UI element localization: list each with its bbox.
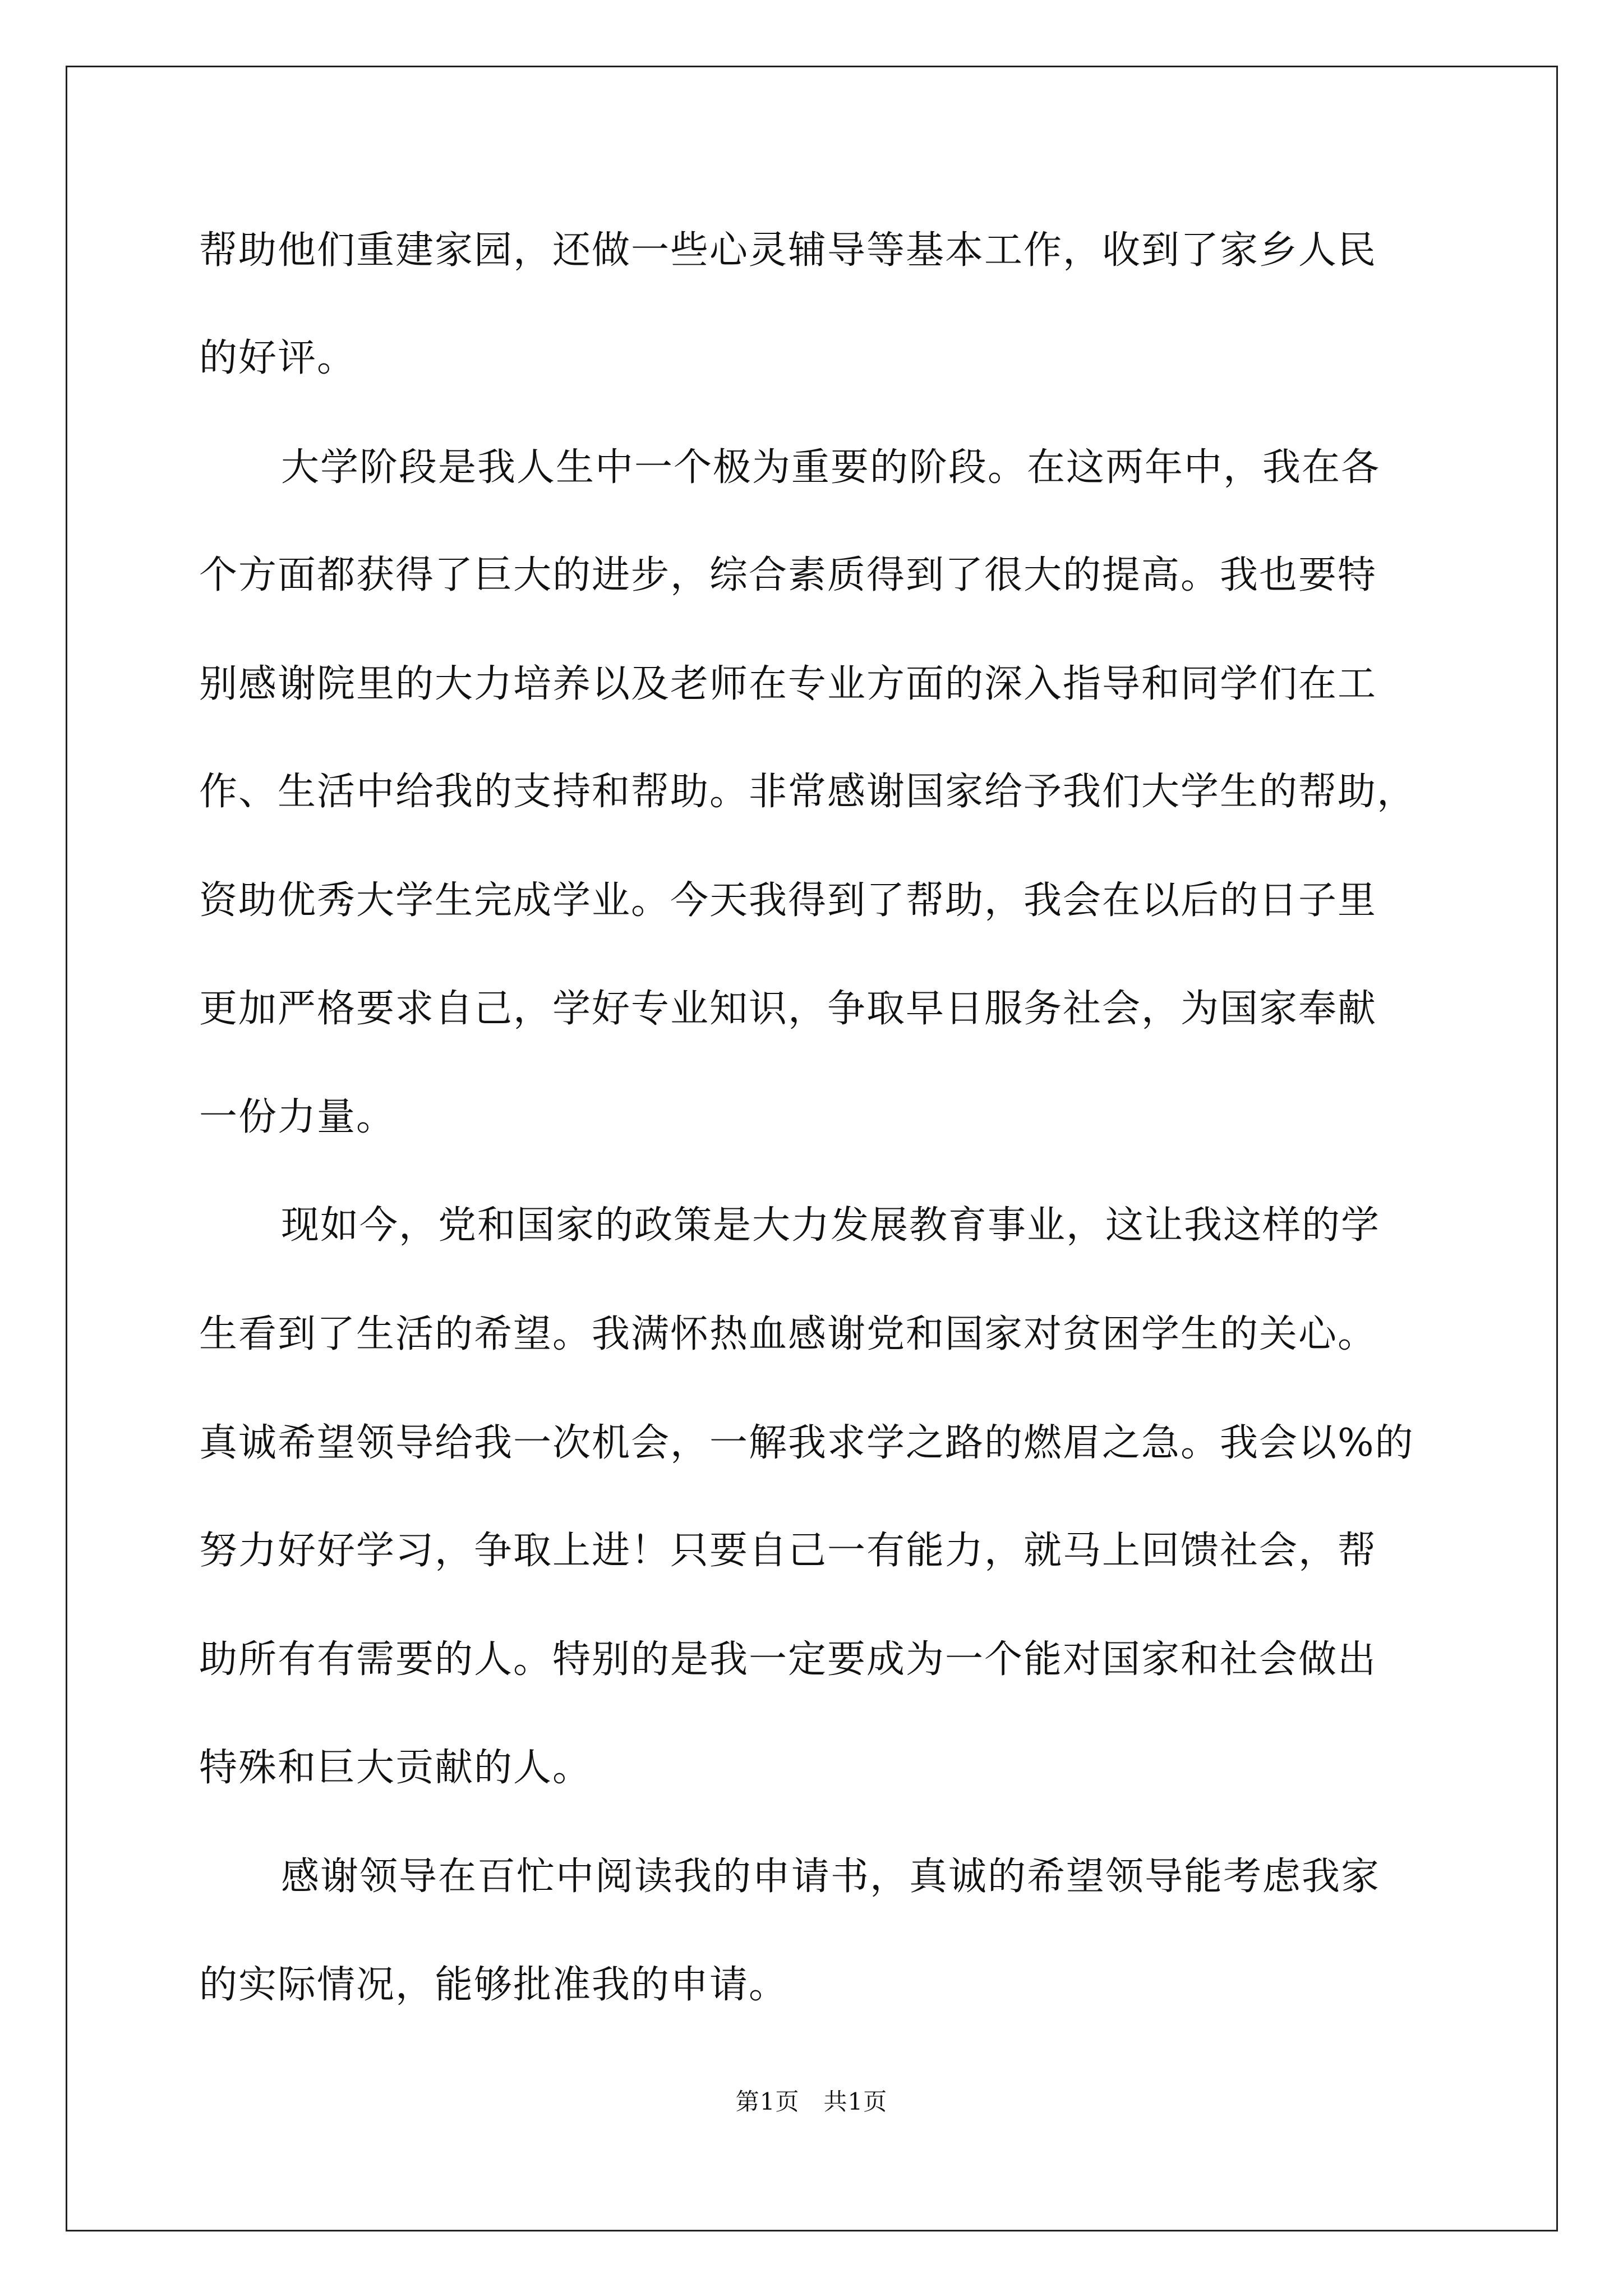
body-line: 生看到了生活的希望。我满怀热血感谢党和国家对贫困学生的关心。 [199,1312,1377,1356]
page-number-footer: 第1页 共1页 [735,2088,888,2115]
body-line: 作、生活中给我的支持和帮助。非常感谢国家给予我们大学生的帮助， [199,770,1417,814]
body-line: 特殊和巨大贡献的人。 [199,1746,592,1790]
body-line: 助所有有需要的人。特别的是我一定要成为一个能对国家和社会做出 [199,1637,1377,1682]
body-line: 的实际情况，能够批准我的申请。 [199,1963,789,2007]
body-line: 的好评。 [199,336,357,380]
paragraph-start-line: 感谢领导在百忙中阅读我的申请书，真诚的希望领导能考虑我家 [281,1855,1381,1899]
body-line: 真诚希望领导给我一次机会，一解我求学之路的燃眉之急。我会以%的 [199,1421,1414,1465]
body-line: 努力好好学习，争取上进！只要自己一有能力，就马上回馈社会，帮 [199,1529,1377,1573]
body-line: 更加严格要求自己，学好专业知识，争取早日服务社会，为国家奉献 [199,987,1377,1031]
page-border [66,66,1558,2231]
body-line: 个方面都获得了巨大的进步，综合素质得到了很大的提高。我也要特 [199,553,1377,597]
paragraph-start-line: 大学阶段是我人生中一个极为重要的阶段。在这两年中，我在各 [281,445,1381,490]
body-line: 资助优秀大学生完成学业。今天我得到了帮助，我会在以后的日子里 [199,878,1377,923]
body-line: 帮助他们重建家园，还做一些心灵辅导等基本工作，收到了家乡人民 [199,228,1377,273]
body-line: 一份力量。 [199,1095,396,1139]
paragraph-start-line: 现如今，党和国家的政策是大力发展教育事业，这让我这样的学 [281,1203,1381,1248]
body-line: 别感谢院里的大力培养以及老师在专业方面的深入指导和同学们在工 [199,662,1377,706]
